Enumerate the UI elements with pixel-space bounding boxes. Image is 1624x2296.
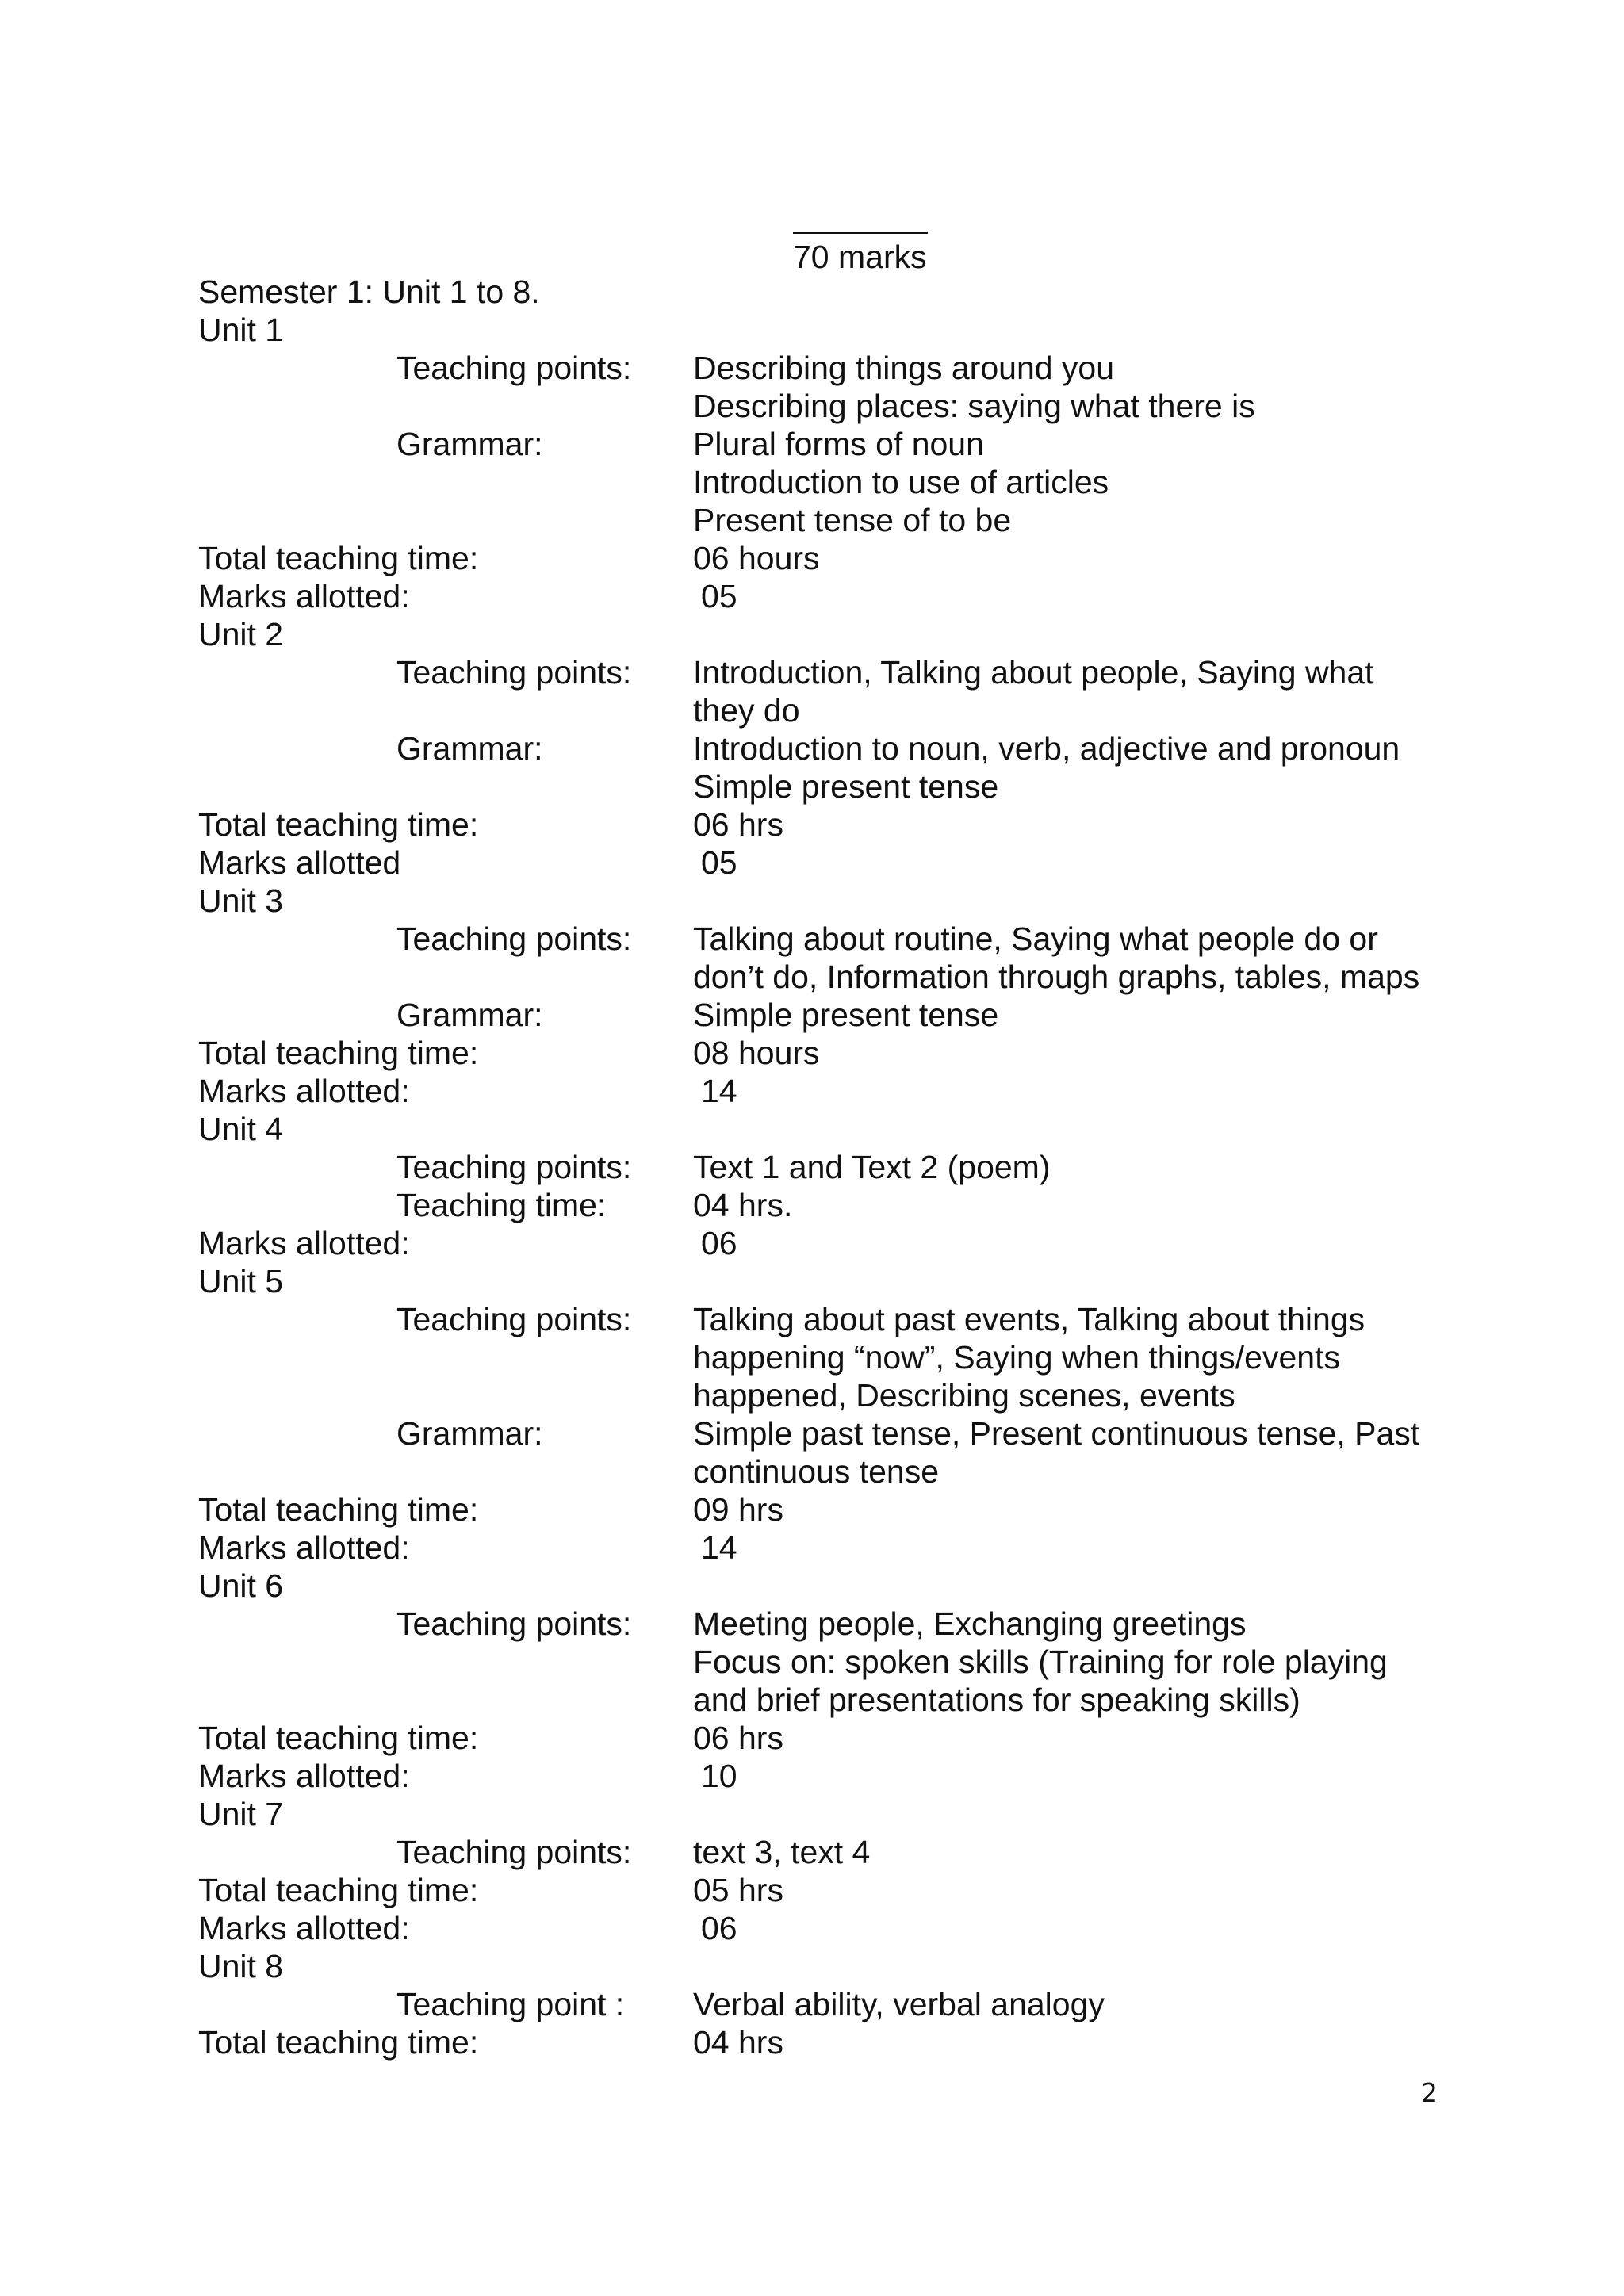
unit-title: Unit 7 — [198, 1796, 284, 1832]
field-row — [198, 1871, 1435, 1909]
unit-title: Unit 4 — [198, 1111, 284, 1147]
field-value-line: 05 — [701, 844, 737, 881]
field-row — [198, 1529, 1435, 1567]
field-row — [198, 1148, 1435, 1186]
field-label: Teaching points: — [396, 920, 632, 957]
field-label: Grammar: — [396, 730, 543, 767]
field-row — [198, 1757, 1435, 1795]
unit-title: Unit 1 — [198, 312, 284, 348]
field-row — [198, 1034, 1435, 1072]
field-value-line: Meeting people, Exchanging greetings — [693, 1605, 1247, 1642]
field-row — [198, 1186, 1435, 1224]
field-label: Teaching time: — [396, 1187, 607, 1223]
field-value — [693, 2023, 1435, 2061]
field-value-line: happened, Describing scenes, events — [693, 1377, 1235, 1414]
field-label: Grammar: — [396, 997, 543, 1033]
field-value-line: 06 — [701, 1225, 737, 1261]
field-value-line: Introduction to use of articles — [693, 464, 1109, 500]
field-label: Teaching points: — [396, 1605, 632, 1642]
field-label: Marks allotted: — [198, 1225, 410, 1261]
field-value-line: Simple past tense, Present continuous tense, Past — [693, 1415, 1420, 1452]
field-value — [693, 1300, 1435, 1414]
field-value — [693, 1034, 1435, 1072]
field-value — [693, 729, 1435, 806]
field-value-line: Focus on: spoken skills (Training for role playing — [693, 1644, 1388, 1680]
field-value-line: Introduction to noun, verb, adjective and pronoun — [693, 730, 1400, 767]
field-value-line: Introduction, Talking about people, Saying what — [693, 654, 1374, 691]
field-label: Total teaching time: — [198, 1720, 479, 1756]
field-row — [198, 1300, 1435, 1414]
field-value-line: Describing things around you — [693, 350, 1115, 386]
field-value-line: 04 hrs — [693, 2024, 783, 2061]
field-value — [701, 1224, 1443, 1262]
field-row — [198, 1833, 1435, 1871]
field-value — [693, 1871, 1435, 1909]
field-value-line: 06 hrs — [693, 1720, 783, 1756]
field-value — [693, 806, 1435, 844]
field-value-line: 04 hrs. — [693, 1187, 793, 1223]
field-value — [693, 425, 1435, 539]
field-value — [701, 577, 1443, 615]
field-value — [701, 1072, 1443, 1110]
field-row — [198, 2023, 1435, 2061]
field-value — [693, 1490, 1435, 1529]
field-value-line: 14 — [701, 1529, 737, 1566]
field-row — [198, 1605, 1435, 1719]
page-number: 2 — [1421, 2077, 1438, 2108]
field-value — [693, 1148, 1435, 1186]
field-label: Total teaching time: — [198, 806, 479, 843]
field-value — [693, 653, 1435, 729]
field-value-line: Present tense of to be — [693, 502, 1012, 538]
field-row — [198, 539, 1435, 577]
field-value-line: 06 — [701, 1910, 737, 1946]
field-value-line: 14 — [701, 1073, 737, 1109]
field-value-line: Talking about past events, Talking about things — [693, 1301, 1365, 1337]
field-value — [693, 1985, 1435, 2023]
field-label: Marks allotted: — [198, 1910, 410, 1946]
field-row — [198, 349, 1435, 425]
field-label: Marks allotted: — [198, 1073, 410, 1109]
field-value-line: they do — [693, 692, 800, 729]
field-label: Total teaching time: — [198, 540, 479, 576]
field-row — [198, 806, 1435, 844]
field-value-line: Describing places: saying what there is — [693, 388, 1255, 424]
field-value — [693, 1186, 1435, 1224]
field-row — [198, 1490, 1435, 1529]
field-label: Teaching points: — [396, 350, 632, 386]
field-value — [693, 349, 1435, 425]
field-label: Teaching points: — [396, 1301, 632, 1337]
field-row — [198, 577, 1435, 615]
field-value-line: continuous tense — [693, 1453, 940, 1490]
field-label: Teaching points: — [396, 1149, 632, 1185]
field-value — [693, 920, 1435, 996]
field-label: Teaching point : — [396, 1986, 625, 2022]
unit-title: Unit 2 — [198, 616, 284, 652]
field-label: Total teaching time: — [198, 1035, 479, 1071]
field-row — [198, 1224, 1435, 1262]
field-value — [701, 1529, 1443, 1567]
field-value-line: Plural forms of noun — [693, 426, 984, 462]
field-value-line: text 3, text 4 — [693, 1834, 871, 1870]
field-label: Grammar: — [396, 426, 543, 462]
field-row — [198, 1909, 1435, 1947]
field-label: Marks allotted: — [198, 1758, 410, 1794]
field-value — [693, 1605, 1435, 1719]
field-row — [198, 920, 1435, 996]
field-value-line: Verbal ability, verbal analogy — [693, 1986, 1105, 2022]
unit-title: Unit 3 — [198, 882, 284, 919]
field-value-line: 05 hrs — [693, 1872, 783, 1908]
field-label: Marks allotted: — [198, 1529, 410, 1566]
field-value-line: 06 hours — [693, 540, 820, 576]
unit-title: Unit 8 — [198, 1948, 284, 1984]
field-value-line: 06 hrs — [693, 806, 783, 843]
field-row — [198, 1414, 1435, 1490]
syllabus-units — [198, 311, 1435, 2061]
field-label: Marks allotted: — [198, 578, 410, 614]
field-value-line: Simple present tense — [693, 997, 999, 1033]
field-label: Total teaching time: — [198, 1872, 479, 1908]
field-value-line: Talking about routine, Saying what people do or — [693, 920, 1378, 957]
field-label: Teaching points: — [396, 654, 632, 691]
field-value-line: 10 — [701, 1758, 737, 1794]
field-row — [198, 996, 1435, 1034]
field-value — [693, 1833, 1435, 1871]
field-value-line: don’t do, Information through graphs, tables, maps — [693, 959, 1420, 995]
field-value-line: 05 — [701, 578, 737, 614]
field-value — [693, 539, 1435, 577]
unit-title: Unit 6 — [198, 1567, 284, 1604]
field-value — [701, 844, 1443, 882]
field-value-line: Text 1 and Text 2 (poem) — [693, 1149, 1051, 1185]
unit-title: Unit 5 — [198, 1263, 284, 1299]
field-label: Teaching points: — [396, 1834, 632, 1870]
field-row — [198, 1072, 1435, 1110]
field-value — [693, 996, 1435, 1034]
field-label: Marks allotted — [198, 844, 401, 881]
field-value-line: Simple present tense — [693, 768, 999, 805]
field-row — [198, 1985, 1435, 2023]
field-label: Total teaching time: — [198, 1491, 479, 1528]
field-value-line: 08 hours — [693, 1035, 820, 1071]
field-value — [693, 1414, 1435, 1490]
field-value-line: happening “now”, Saying when things/events — [693, 1339, 1340, 1376]
semester-heading: Semester 1: Unit 1 to 8. — [198, 274, 540, 310]
field-value — [701, 1757, 1443, 1795]
field-value-line: 09 hrs — [693, 1491, 783, 1528]
field-row — [198, 425, 1435, 539]
field-value-line: and brief presentations for speaking skills) — [693, 1682, 1300, 1718]
field-row — [198, 1719, 1435, 1757]
field-row — [198, 653, 1435, 729]
field-row — [198, 729, 1435, 806]
field-value — [693, 1719, 1435, 1757]
total-marks: 70 marks — [793, 232, 928, 276]
field-row — [198, 844, 1435, 882]
field-label: Total teaching time: — [198, 2024, 479, 2061]
field-value — [701, 1909, 1443, 1947]
field-label: Grammar: — [396, 1415, 543, 1452]
